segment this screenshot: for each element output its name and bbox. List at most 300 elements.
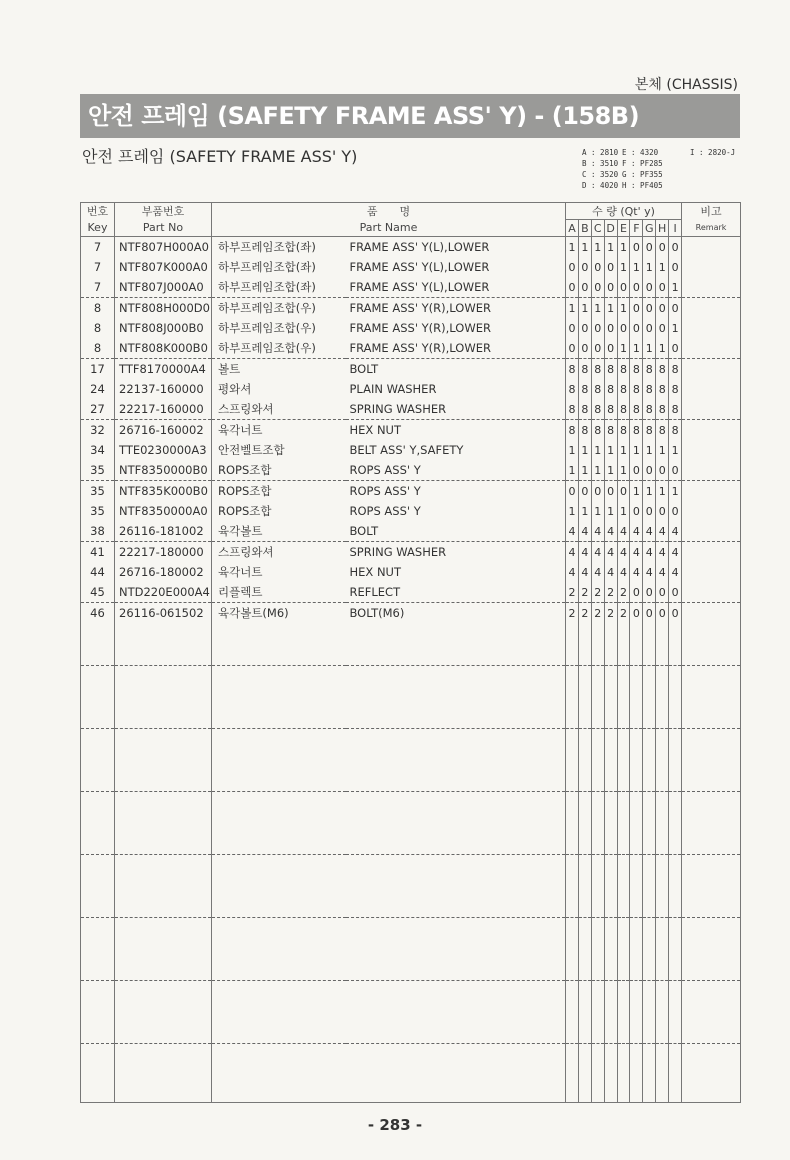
col-qty-e: E xyxy=(617,220,630,237)
part-no-cell: NTF807H000A0 xyxy=(115,237,212,258)
blank-row xyxy=(81,981,741,1044)
part-name-ko-cell: 볼트 xyxy=(212,359,346,380)
col-qty-a: A xyxy=(566,220,579,237)
part-name-en-cell: ROPS ASS' Y xyxy=(349,463,421,477)
key-cell: 35 xyxy=(81,460,115,481)
qty-cell: 0 xyxy=(578,338,591,359)
qty-cell: 0 xyxy=(643,603,656,624)
part-no-cell: TTF8170000A4 xyxy=(115,359,212,380)
qty-cell: 0 xyxy=(630,501,643,521)
legend-item: D : 4020 xyxy=(582,181,619,190)
qty-cell: 0 xyxy=(604,338,617,359)
qty-cell: 4 xyxy=(578,542,591,563)
qty-cell: 1 xyxy=(656,440,669,460)
qty-cell: 8 xyxy=(578,420,591,441)
blank-row xyxy=(81,1044,741,1103)
qty-cell: 8 xyxy=(643,379,656,399)
qty-cell: 0 xyxy=(566,481,579,502)
qty-cell: 8 xyxy=(578,359,591,380)
qty-cell: 8 xyxy=(566,379,579,399)
qty-cell: 4 xyxy=(591,562,604,582)
qty-cell: 4 xyxy=(566,542,579,563)
legend-col-1 xyxy=(582,147,622,191)
remark-cell xyxy=(682,359,741,380)
qty-cell: 2 xyxy=(604,603,617,624)
qty-cell: 8 xyxy=(617,359,630,380)
remark-cell xyxy=(682,481,741,502)
qty-cell: 8 xyxy=(630,399,643,420)
key-cell: 7 xyxy=(81,277,115,298)
qty-cell: 1 xyxy=(643,440,656,460)
col-qty-b: B xyxy=(578,220,591,237)
qty-cell: 1 xyxy=(578,237,591,258)
part-name-en-cell: FRAME ASS' Y(R),LOWER xyxy=(346,298,566,319)
qty-cell: 0 xyxy=(591,277,604,298)
key-cell: 46 xyxy=(81,603,115,624)
qty-cell: 8 xyxy=(591,359,604,380)
qty-cell: 1 xyxy=(604,460,617,481)
qty-cell: 4 xyxy=(578,521,591,542)
qty-cell: 1 xyxy=(617,237,630,258)
table-row xyxy=(81,481,741,502)
qty-cell: 1 xyxy=(617,501,630,521)
part-name-en-cell: BOLT xyxy=(349,524,379,538)
qty-cell: 0 xyxy=(669,257,682,277)
legend-item: C : 3520 xyxy=(582,170,619,179)
qty-cell: 0 xyxy=(643,277,656,298)
qty-cell: 0 xyxy=(656,582,669,603)
qty-cell: 0 xyxy=(578,277,591,298)
part-name-ko-cell: 육각너트 xyxy=(218,565,263,579)
qty-cell: 8 xyxy=(566,399,579,420)
qty-cell: 0 xyxy=(604,318,617,338)
qty-cell: 4 xyxy=(617,521,630,542)
qty-cell: 4 xyxy=(604,521,617,542)
col-qty-i: I xyxy=(669,220,682,237)
qty-cell: 0 xyxy=(656,603,669,624)
qty-cell: 0 xyxy=(656,501,669,521)
qty-cell: 4 xyxy=(591,521,604,542)
part-name-en-cell: BOLT(M6) xyxy=(346,603,566,624)
qty-cell: 8 xyxy=(656,420,669,441)
qty-cell: 4 xyxy=(604,562,617,582)
remark-cell xyxy=(682,399,741,420)
part-no-cell: NTF808H000D0 xyxy=(115,298,212,319)
qty-cell: 4 xyxy=(643,542,656,563)
remark-cell xyxy=(682,582,741,603)
qty-cell: 8 xyxy=(604,379,617,399)
qty-cell: 4 xyxy=(566,562,579,582)
qty-cell: 0 xyxy=(630,582,643,603)
qty-cell: 4 xyxy=(604,542,617,563)
qty-cell: 1 xyxy=(656,257,669,277)
part-name-ko-cell: 안전벨트조합 xyxy=(218,443,285,457)
remark-cell xyxy=(682,501,741,521)
table-row xyxy=(81,542,741,563)
qty-cell: 0 xyxy=(617,277,630,298)
qty-cell: 0 xyxy=(669,582,682,603)
qty-cell: 0 xyxy=(643,582,656,603)
qty-cell: 1 xyxy=(617,338,630,359)
qty-cell: 0 xyxy=(604,277,617,298)
qty-cell: 0 xyxy=(578,481,591,502)
table-row xyxy=(81,460,741,481)
legend-item: F : PF285 xyxy=(622,159,663,168)
remark-cell xyxy=(682,277,741,298)
col-partno-en: Part No xyxy=(115,220,212,237)
qty-cell: 0 xyxy=(643,237,656,258)
part-no-cell: NTF8350000B0 xyxy=(115,460,212,481)
part-no-cell: NTD220E000A4 xyxy=(115,582,212,603)
key-cell: 24 xyxy=(81,379,115,399)
qty-cell: 0 xyxy=(566,257,579,277)
part-name-en-cell: FRAME ASS' Y(L),LOWER xyxy=(349,240,490,254)
part-name-en-cell: FRAME ASS' Y(L),LOWER xyxy=(349,260,490,274)
qty-cell: 1 xyxy=(604,440,617,460)
qty-cell: 0 xyxy=(630,277,643,298)
key-cell: 7 xyxy=(81,237,115,258)
col-key-ko: 번호 xyxy=(81,203,115,220)
qty-cell: 2 xyxy=(591,603,604,624)
part-no-cell: NTF8350000A0 xyxy=(115,501,212,521)
qty-cell: 4 xyxy=(591,542,604,563)
qty-cell: 4 xyxy=(617,562,630,582)
qty-cell: 0 xyxy=(643,318,656,338)
key-cell: 8 xyxy=(81,318,115,338)
qty-cell: 8 xyxy=(617,399,630,420)
qty-cell: 2 xyxy=(566,603,579,624)
qty-cell: 0 xyxy=(591,257,604,277)
key-cell: 34 xyxy=(81,440,115,460)
qty-cell: 4 xyxy=(578,562,591,582)
blank-row xyxy=(81,792,741,855)
part-no-cell: NTF808K000B0 xyxy=(115,338,212,359)
qty-cell: 4 xyxy=(656,542,669,563)
col-name-en: Part Name xyxy=(212,220,566,237)
qty-cell: 0 xyxy=(630,298,643,319)
part-name-en-cell: BOLT xyxy=(346,359,566,380)
qty-cell: 8 xyxy=(578,399,591,420)
legend-col-3 xyxy=(690,147,740,158)
legend-col-2 xyxy=(622,147,682,191)
remark-cell xyxy=(682,440,741,460)
part-no-cell: 26716-160002 xyxy=(115,420,212,441)
col-qty-f: F xyxy=(630,220,643,237)
qty-cell: 0 xyxy=(643,460,656,481)
qty-cell: 1 xyxy=(578,501,591,521)
remark-cell xyxy=(682,562,741,582)
qty-cell: 1 xyxy=(591,298,604,319)
qty-cell: 0 xyxy=(630,318,643,338)
key-cell: 35 xyxy=(81,501,115,521)
col-qty-g: G xyxy=(643,220,656,237)
blank-row xyxy=(81,666,741,729)
qty-cell: 0 xyxy=(643,501,656,521)
section-label: 본체 (CHASSIS) xyxy=(634,77,738,93)
part-name-ko-cell: ROPS조합 xyxy=(218,504,272,518)
part-name-en-cell: REFLECT xyxy=(349,585,401,599)
legend-item: A : 2810 xyxy=(582,148,619,157)
part-name-en-cell: SPRING WASHER xyxy=(346,542,566,563)
table-row xyxy=(81,582,741,603)
qty-cell: 8 xyxy=(604,420,617,441)
qty-cell: 8 xyxy=(630,420,643,441)
col-qty-h: H xyxy=(656,220,669,237)
qty-cell: 4 xyxy=(630,542,643,563)
col-remark-en: Remark xyxy=(682,220,741,237)
part-name-ko-cell: 육각너트 xyxy=(212,420,346,441)
qty-cell: 0 xyxy=(643,298,656,319)
qty-cell: 4 xyxy=(669,562,682,582)
part-name-ko-cell: 스프링와셔 xyxy=(212,542,346,563)
remark-cell xyxy=(682,318,741,338)
col-qty-c: C xyxy=(591,220,604,237)
part-name-en-cell: FRAME ASS' Y(R),LOWER xyxy=(349,341,491,355)
remark-cell xyxy=(682,521,741,542)
part-name-ko-cell: 하부프레임조합(좌) xyxy=(218,240,316,254)
qty-cell: 1 xyxy=(578,460,591,481)
qty-cell: 1 xyxy=(630,257,643,277)
qty-cell: 8 xyxy=(643,359,656,380)
qty-cell: 8 xyxy=(578,379,591,399)
qty-cell: 4 xyxy=(630,562,643,582)
qty-cell: 1 xyxy=(656,481,669,502)
qty-cell: 2 xyxy=(617,603,630,624)
table-row xyxy=(81,562,741,582)
qty-cell: 0 xyxy=(591,338,604,359)
remark-cell xyxy=(682,542,741,563)
remark-cell xyxy=(682,420,741,441)
qty-cell: 1 xyxy=(630,338,643,359)
part-no-cell: 22137-160000 xyxy=(115,379,212,399)
part-name-ko-cell: ROPS조합 xyxy=(218,463,272,477)
key-cell: 32 xyxy=(81,420,115,441)
qty-cell: 1 xyxy=(669,277,682,298)
qty-cell: 1 xyxy=(604,237,617,258)
key-cell: 44 xyxy=(81,562,115,582)
qty-cell: 0 xyxy=(566,277,579,298)
part-name-en-cell: BELT ASS' Y,SAFETY xyxy=(349,443,464,457)
legend-item: G : PF355 xyxy=(622,170,663,179)
part-no-cell: 26116-061502 xyxy=(115,603,212,624)
blank-row xyxy=(81,729,741,792)
legend-item: B : 3510 xyxy=(582,159,619,168)
qty-cell: 2 xyxy=(578,582,591,603)
legend-item: I : 2820-J xyxy=(690,148,736,157)
qty-cell: 0 xyxy=(578,318,591,338)
col-qty-title: 수 량 (Qt' y) xyxy=(566,203,682,220)
part-no-cell: 26116-181002 xyxy=(115,521,212,542)
qty-cell: 4 xyxy=(617,542,630,563)
qty-cell: 1 xyxy=(669,318,682,338)
page-number: - 283 - xyxy=(367,1116,423,1134)
qty-cell: 1 xyxy=(617,440,630,460)
qty-cell: 8 xyxy=(643,420,656,441)
legend-item: H : PF405 xyxy=(622,181,663,190)
qty-cell: 0 xyxy=(669,298,682,319)
table-row xyxy=(81,298,741,319)
qty-cell: 1 xyxy=(591,460,604,481)
col-qty-d: D xyxy=(604,220,617,237)
qty-cell: 0 xyxy=(669,603,682,624)
key-cell: 7 xyxy=(81,257,115,277)
qty-cell: 1 xyxy=(617,298,630,319)
blank-row xyxy=(81,855,741,918)
qty-cell: 4 xyxy=(643,521,656,542)
qty-cell: 8 xyxy=(566,420,579,441)
remark-cell xyxy=(682,603,741,624)
qty-cell: 0 xyxy=(669,237,682,258)
remark-cell xyxy=(682,460,741,481)
qty-cell: 0 xyxy=(669,338,682,359)
qty-cell: 1 xyxy=(604,298,617,319)
qty-cell: 0 xyxy=(656,277,669,298)
qty-cell: 0 xyxy=(566,318,579,338)
part-no-cell: TTE0230000A3 xyxy=(115,440,212,460)
qty-cell: 0 xyxy=(617,481,630,502)
qty-cell: 2 xyxy=(617,582,630,603)
qty-cell: 8 xyxy=(669,420,682,441)
qty-cell: 8 xyxy=(591,399,604,420)
qty-cell: 8 xyxy=(643,399,656,420)
qty-cell: 0 xyxy=(604,257,617,277)
part-no-cell: 26716-180002 xyxy=(115,562,212,582)
qty-cell: 8 xyxy=(656,359,669,380)
qty-cell: 1 xyxy=(669,481,682,502)
qty-cell: 0 xyxy=(630,460,643,481)
key-cell: 8 xyxy=(81,298,115,319)
qty-cell: 0 xyxy=(656,237,669,258)
qty-cell: 0 xyxy=(630,603,643,624)
part-name-ko-cell: 하부프레임조합(우) xyxy=(212,298,346,319)
qty-cell: 8 xyxy=(656,399,669,420)
page-title-banner: 안전 프레임 (SAFETY FRAME ASS' Y) - (158B) xyxy=(80,94,740,138)
part-name-ko-cell: 하부프레임조합(좌) xyxy=(218,260,316,274)
qty-cell: 1 xyxy=(630,440,643,460)
part-name-en-cell: ROPS ASS' Y xyxy=(346,481,566,502)
table-row xyxy=(81,318,741,338)
qty-cell: 1 xyxy=(643,338,656,359)
qty-cell: 8 xyxy=(669,379,682,399)
part-name-en-cell: FRAME ASS' Y(R),LOWER xyxy=(349,321,491,335)
qty-cell: 2 xyxy=(591,582,604,603)
qty-cell: 0 xyxy=(591,481,604,502)
part-name-en-cell: ROPS ASS' Y xyxy=(349,504,421,518)
qty-cell: 1 xyxy=(643,481,656,502)
table-row xyxy=(81,399,741,420)
key-cell: 17 xyxy=(81,359,115,380)
key-cell: 35 xyxy=(81,481,115,502)
table-row xyxy=(81,359,741,380)
qty-cell: 1 xyxy=(566,298,579,319)
table-row xyxy=(81,440,741,460)
qty-cell: 4 xyxy=(656,521,669,542)
table-row xyxy=(81,501,741,521)
key-cell: 38 xyxy=(81,521,115,542)
part-name-ko-cell: 육각볼트(M6) xyxy=(212,603,346,624)
part-no-cell: NTF835K000B0 xyxy=(115,481,212,502)
qty-cell: 0 xyxy=(566,338,579,359)
qty-cell: 8 xyxy=(591,420,604,441)
qty-cell: 0 xyxy=(578,257,591,277)
table-row xyxy=(81,338,741,359)
qty-cell: 8 xyxy=(656,379,669,399)
table-row xyxy=(81,237,741,258)
remark-cell xyxy=(682,379,741,399)
part-name-ko-cell: 하부프레임조합(우) xyxy=(218,341,316,355)
table-row xyxy=(81,379,741,399)
table-row xyxy=(81,603,741,624)
part-no-cell: 22217-160000 xyxy=(115,399,212,420)
qty-cell: 8 xyxy=(617,420,630,441)
qty-cell: 1 xyxy=(630,481,643,502)
qty-cell: 0 xyxy=(656,460,669,481)
part-no-cell: 22217-180000 xyxy=(115,542,212,563)
qty-cell: 0 xyxy=(617,318,630,338)
qty-cell: 1 xyxy=(566,460,579,481)
key-cell: 41 xyxy=(81,542,115,563)
qty-cell: 1 xyxy=(643,257,656,277)
qty-cell: 0 xyxy=(656,298,669,319)
qty-cell: 1 xyxy=(591,501,604,521)
qty-cell: 1 xyxy=(578,298,591,319)
qty-cell: 0 xyxy=(656,318,669,338)
col-name-ko: 품 명 xyxy=(366,205,411,219)
qty-cell: 1 xyxy=(617,460,630,481)
part-name-ko-cell: 육각볼트 xyxy=(218,524,263,538)
qty-cell: 0 xyxy=(669,460,682,481)
qty-cell: 4 xyxy=(643,562,656,582)
remark-cell xyxy=(682,298,741,319)
qty-cell: 4 xyxy=(656,562,669,582)
table-row xyxy=(81,277,741,298)
part-name-ko-cell: 하부프레임조합(우) xyxy=(218,321,316,335)
qty-cell: 8 xyxy=(630,359,643,380)
qty-cell: 0 xyxy=(630,237,643,258)
part-name-ko-cell: 하부프레임조합(좌) xyxy=(218,280,316,294)
parts-table xyxy=(80,202,741,1103)
part-no-cell: NTF807K000A0 xyxy=(115,257,212,277)
qty-cell: 8 xyxy=(604,399,617,420)
part-name-en-cell: PLAIN WASHER xyxy=(349,382,437,396)
qty-cell: 2 xyxy=(578,603,591,624)
part-name-en-cell: HEX NUT xyxy=(349,565,401,579)
subtitle: 안전 프레임 (SAFETY FRAME ASS' Y) xyxy=(82,147,358,166)
qty-cell: 1 xyxy=(656,338,669,359)
qty-cell: 8 xyxy=(669,359,682,380)
col-key-en: Key xyxy=(81,220,115,237)
qty-cell: 2 xyxy=(604,582,617,603)
qty-cell: 0 xyxy=(669,501,682,521)
qty-cell: 1 xyxy=(617,257,630,277)
qty-cell: 4 xyxy=(630,521,643,542)
part-name-ko-cell: ROPS조합 xyxy=(212,481,346,502)
qty-cell: 1 xyxy=(578,440,591,460)
qty-cell: 8 xyxy=(591,379,604,399)
table-row xyxy=(81,257,741,277)
qty-cell: 1 xyxy=(591,237,604,258)
key-cell: 27 xyxy=(81,399,115,420)
qty-cell: 1 xyxy=(669,440,682,460)
qty-cell: 8 xyxy=(669,399,682,420)
qty-cell: 0 xyxy=(591,318,604,338)
table-row xyxy=(81,420,741,441)
part-no-cell: NTF808J000B0 xyxy=(115,318,212,338)
qty-cell: 0 xyxy=(604,481,617,502)
qty-cell: 1 xyxy=(566,440,579,460)
table-row xyxy=(81,521,741,542)
part-name-en-cell: HEX NUT xyxy=(346,420,566,441)
